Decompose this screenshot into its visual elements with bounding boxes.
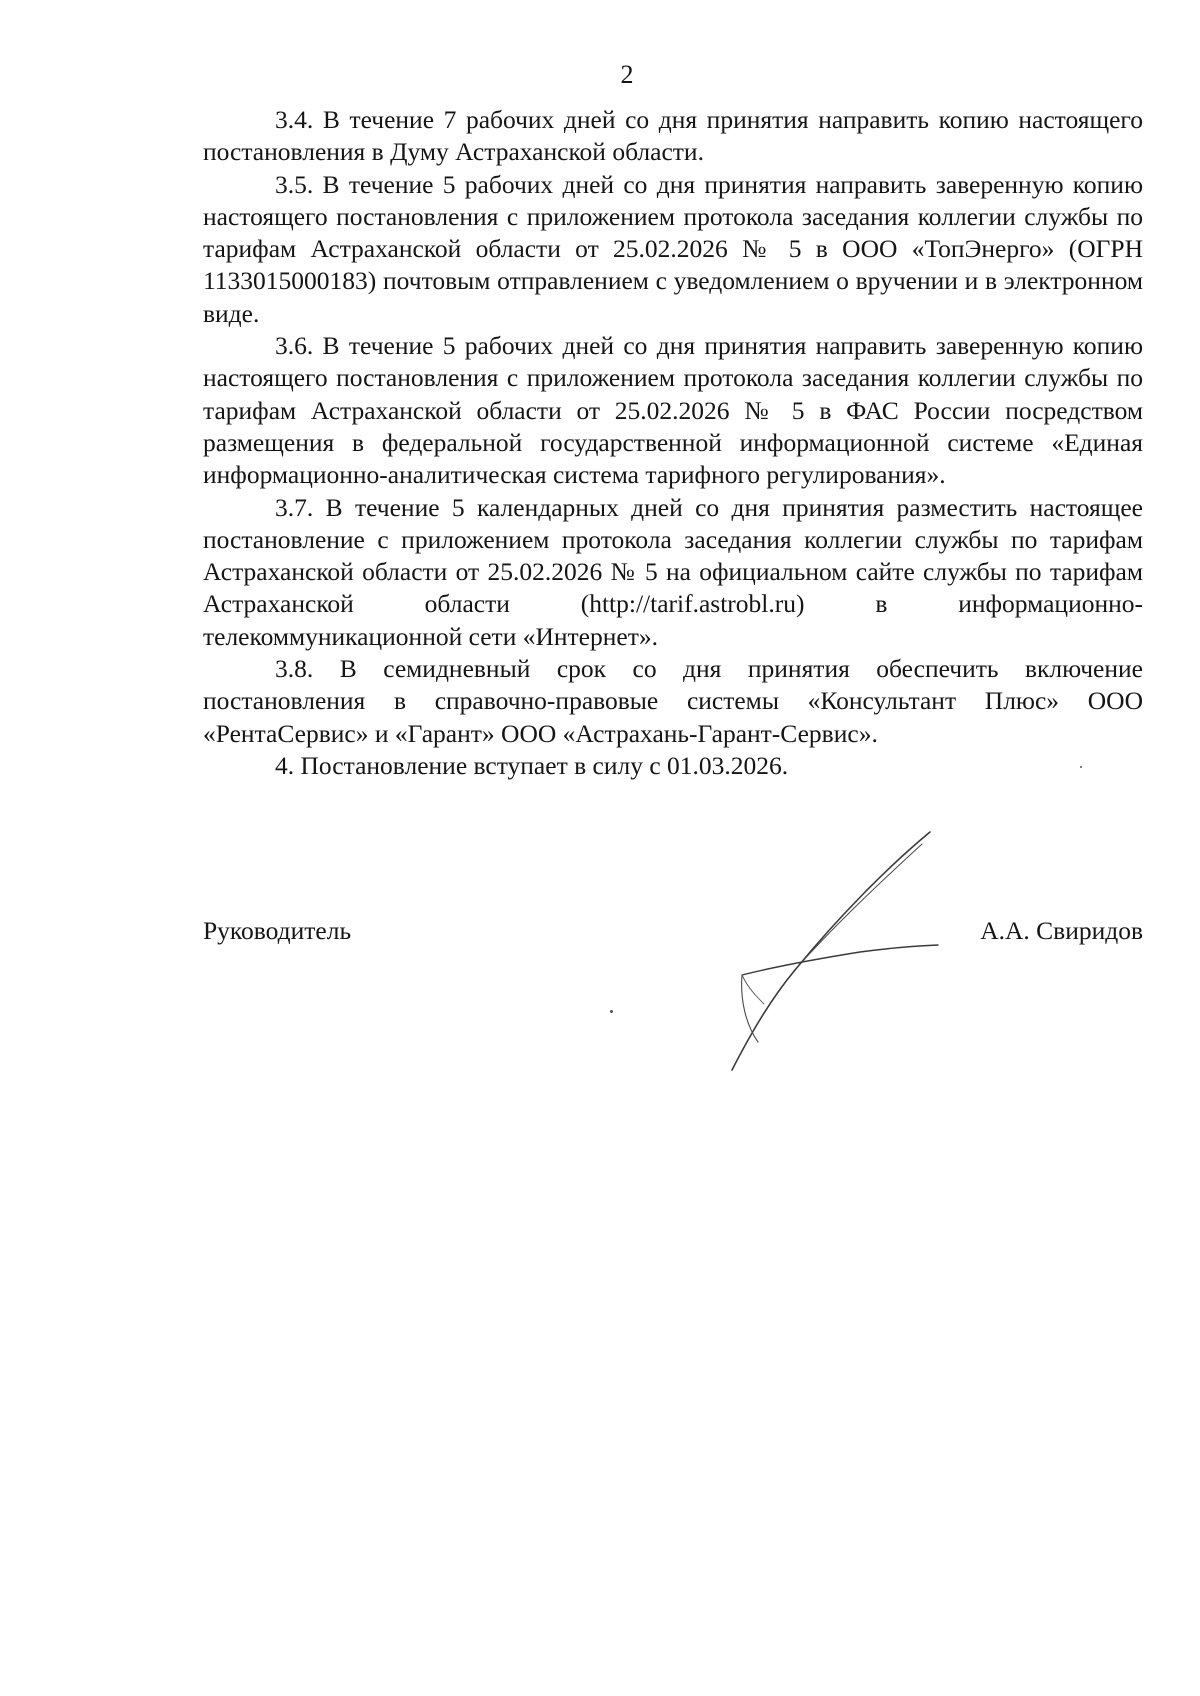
paragraph-3-7: 3.7. В течение 5 календарных дней со дня принятия разместить настоящее постановление с приложением протокола заседания коллегии службы по тарифам Астраханской области от 25.02.2026 № 5 на официальном сайте службы по тарифам Астраханской области (http://tarif.astrobl.ru) в информационно-телекоммуникационной сети «Интернет».: [203, 492, 1143, 651]
page-number: 2: [620, 60, 634, 89]
document-body: [203, 104, 1143, 782]
paragraph-3-4: 3.4. В течение 7 рабочих дней со дня принятия направить копию настоящего постановления в Думу Астраханской области.: [203, 105, 1143, 167]
signature-block: [203, 916, 1143, 956]
paragraph-3-5: 3.5. В течение 5 рабочих дней со дня принятия направить заверенную копию настоящего постановления с приложением протокола заседания коллегии службы по тарифам Астраханской области от 25.02.2026 № 5 в ООО «ТопЭнерго» (ОГРН 1133015000183) почтовым отправлением с уведомлением о вручении и в электронном виде.: [203, 169, 1143, 328]
scan-speck: [610, 1010, 613, 1013]
paragraph-3-6: 3.6. В течение 5 рабочих дней со дня принятия направить заверенную копию настоящего постановления с приложением протокола заседания коллегии службы по тарифам Астраханской области от 25.02.2026 № 5 в ФАС России посредством размещения в федеральной государственной информационной системе «Единая информационно-аналитическая система тарифного регулирования».: [203, 331, 1143, 490]
scan-speck: [1080, 766, 1082, 768]
paragraph-4: 4. Постановление вступает в силу с 01.03.2026.: [275, 750, 789, 780]
signatory-name: А.А. Свиридов: [980, 916, 1143, 945]
paragraph-3-8: 3.8. В семидневный срок со дня принятия обеспечить включение постановления в справочно-правовые системы «Консультант Плюс» ООО «РентаСервис» и «Гарант» ООО «Астрахань-Гарант-Сервис».: [203, 654, 1143, 748]
signatory-position: Руководитель: [203, 916, 352, 945]
